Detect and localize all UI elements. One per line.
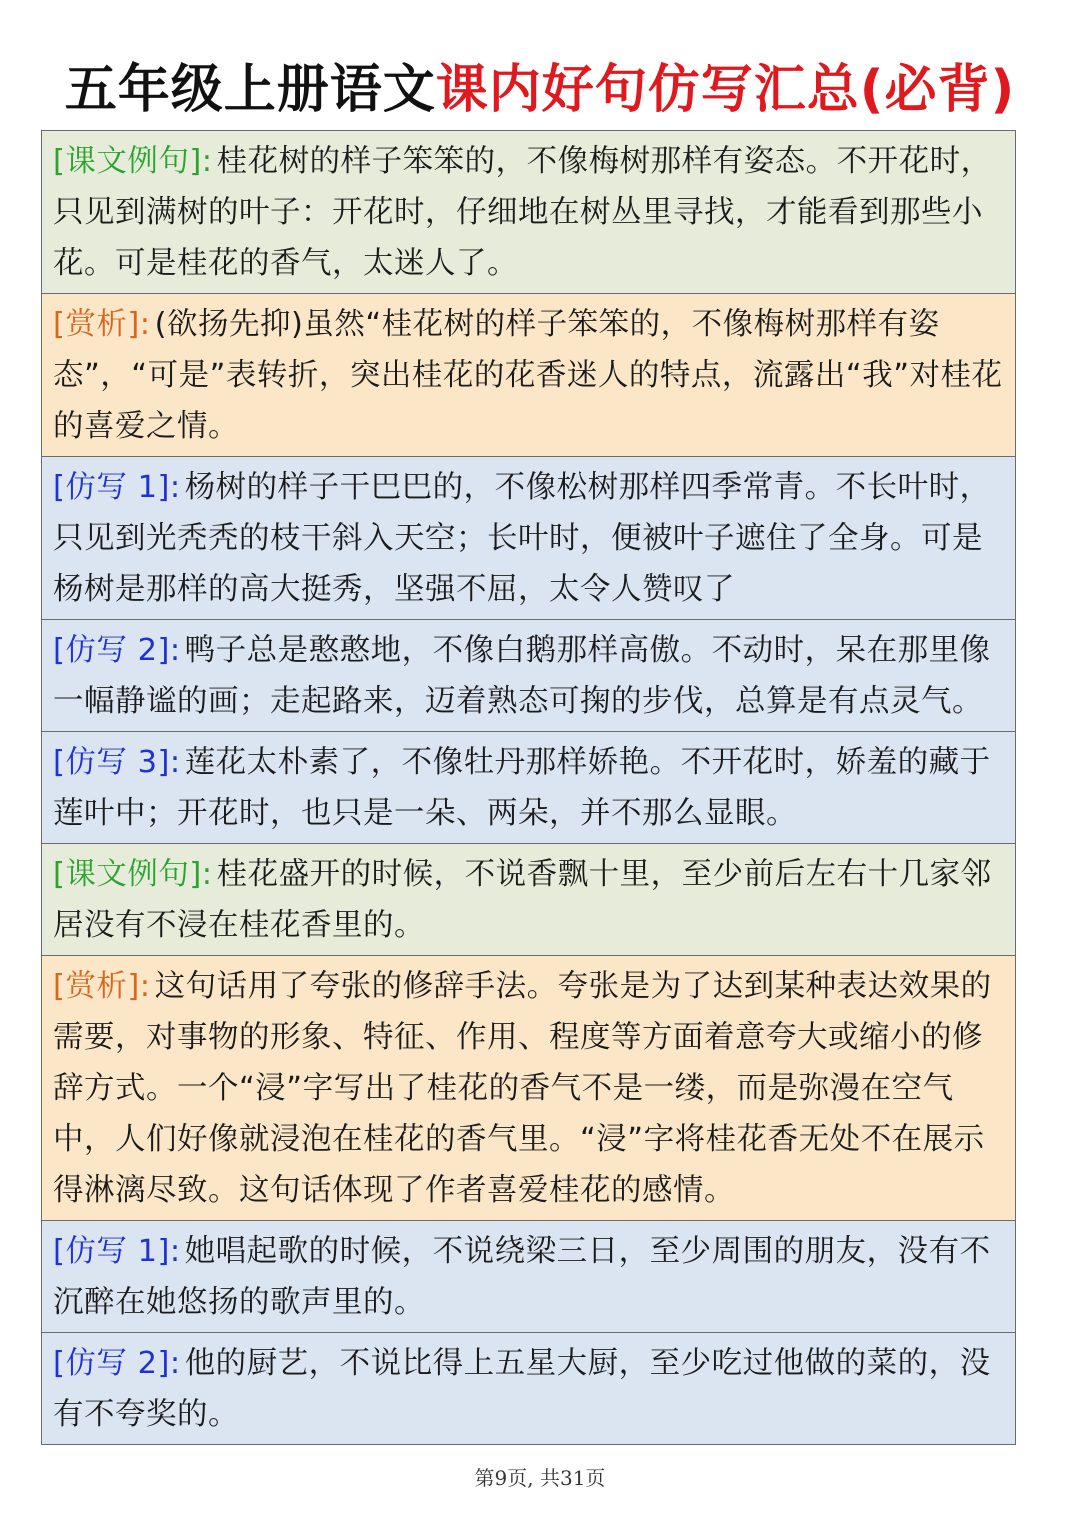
imitation-row <box>42 1220 1015 1332</box>
analysis-tag: [赏析]: <box>53 969 151 1004</box>
title-red-part: 课内好句仿写汇总(必背) <box>435 60 1016 120</box>
example-row <box>42 131 1015 293</box>
example-text: 桂花树的样子笨笨的，不像梅树那样有姿态。不开花时，只见到满树的叶子：开花时，仔细地在树丛里寻找，才能看到那些小花。可是桂花的香气，太迷人了。 <box>53 144 992 281</box>
page-number: 第9页, 共31页 <box>474 1466 606 1490</box>
title-black-part: 五年级上册语文 <box>64 60 436 120</box>
analysis-row <box>42 293 1015 456</box>
imitation-text: 鸭子总是憨憨地，不像白鹅那样高傲。不动时，呆在那里像一幅静谧的画；走起路来，迈着熟态可掬的步伐，总算是有点灵气。 <box>53 633 991 719</box>
sentence-table <box>41 130 1016 1445</box>
imitation-row <box>42 731 1015 843</box>
imitation-tag: [仿写 2]: <box>53 633 181 668</box>
analysis-row <box>42 955 1015 1220</box>
imitation-row <box>42 456 1015 619</box>
imitation-tag: [仿写 1]: <box>53 470 181 505</box>
example-tag: [课文例句]: <box>53 857 213 892</box>
analysis-text: (欲扬先抑)虽然“桂花树的样子笨笨的，不像梅树那样有姿态”，“可是”表转折，突出桂花的花香迷人的特点，流露出“我”对桂花的喜爱之情。 <box>53 307 1003 444</box>
imitation-tag: [仿写 3]: <box>53 745 181 780</box>
imitation-text: 他的厨艺，不说比得上五星大厨，至少吃过他做的菜的，没有不夸奖的。 <box>53 1346 991 1432</box>
imitation-tag: [仿写 1]: <box>53 1234 181 1269</box>
analysis-tag: [赏析]: <box>53 307 151 342</box>
page-title <box>0 58 1080 122</box>
imitation-row <box>42 619 1015 731</box>
imitation-text: 杨树的样子干巴巴的，不像松树那样四季常青。不长叶时，只见到光秃秃的枝干斜入天空；长叶时，便被叶子遮住了全身。可是杨树是那样的高大挺秀，坚强不屈，太令人赞叹了 <box>53 470 991 607</box>
example-tag: [课文例句]: <box>53 144 213 179</box>
imitation-row <box>42 1332 1015 1444</box>
imitation-text: 她唱起歌的时候，不说绕梁三日，至少周围的朋友，没有不沉醉在她悠扬的歌声里的。 <box>53 1234 991 1320</box>
example-row <box>42 843 1015 955</box>
imitation-text: 莲花太朴素了，不像牡丹那样娇艳。不开花时，娇羞的藏于莲叶中；开花时，也只是一朵、两朵，并不那么显眼。 <box>53 745 991 831</box>
imitation-tag: [仿写 2]: <box>53 1346 181 1381</box>
example-text: 桂花盛开的时候，不说香飘十里，至少前后左右十几家邻居没有不浸在桂花香里的。 <box>53 857 992 943</box>
analysis-text: 这句话用了夸张的修辞手法。夸张是为了达到某种表达效果的需要，对事物的形象、特征、作用、程度等方面着意夸大或缩小的修辞方式。一个“浸”字写出了桂花的香气不是一缕，而是弥漫在空气中，人们好像就浸泡在桂花的香气里。“浸”字将桂花香无处不在展示得淋漓尽致。这句话体现了作者喜爱桂花的感情。 <box>53 969 992 1208</box>
